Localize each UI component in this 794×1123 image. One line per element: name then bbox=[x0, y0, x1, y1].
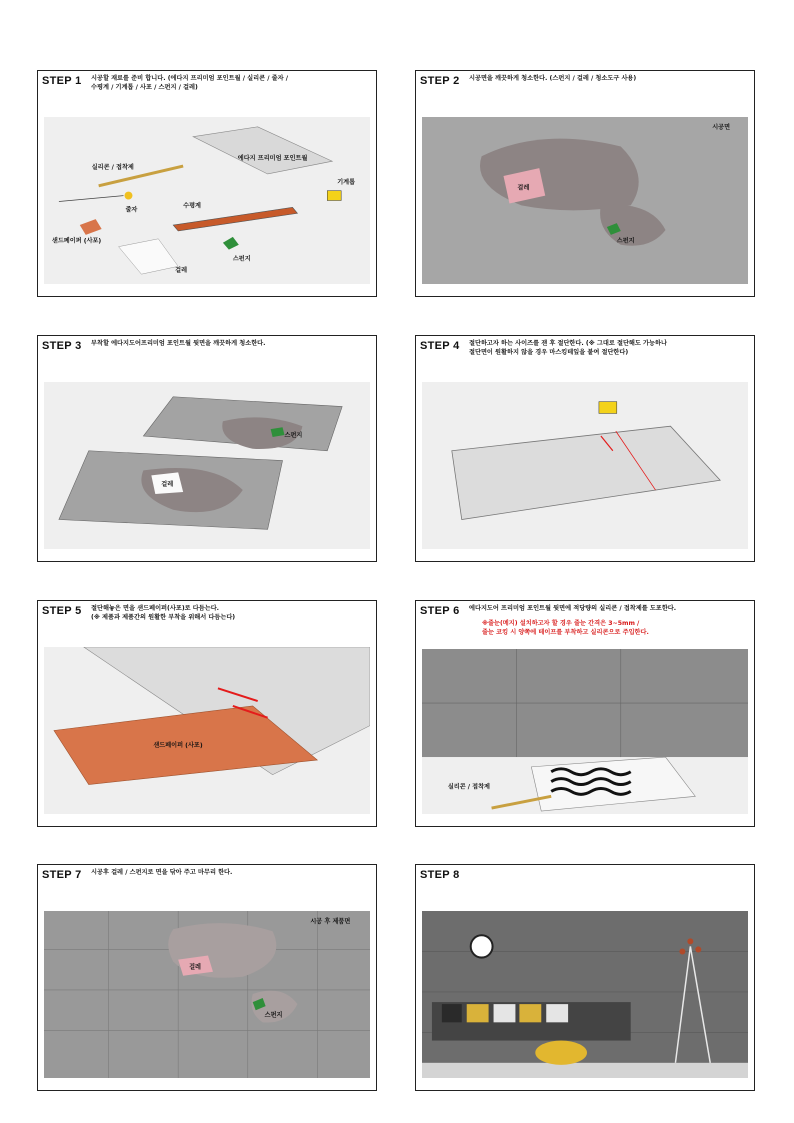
step-2-description: 시공면을 깨끗하게 청소한다. (스펀지 / 걸레 / 청소도구 사용) bbox=[469, 75, 637, 82]
step-7-title: STEP 7 bbox=[42, 869, 82, 881]
step-6-note: ※줄눈(메지) 설치하고자 할 경우 줄눈 간격은 3~5mm / 줄눈 코킹 시 양쪽에 테이프를 부착하고 실리콘으로 주입한다. bbox=[482, 620, 649, 636]
step-3-description: 부착할 에다지도어프리미엄 포인트월 뒷면을 깨끗하게 청소한다. bbox=[91, 340, 266, 347]
step-3-card bbox=[37, 335, 377, 562]
step-6-illustration bbox=[422, 649, 748, 814]
step-3-label-sponge: 스펀지 bbox=[284, 432, 303, 440]
step-7-label-sponge: 스펀지 bbox=[264, 1011, 283, 1019]
floor bbox=[422, 1063, 748, 1078]
step-7-illustration bbox=[44, 911, 370, 1078]
step-7-label-rag: 걸레 bbox=[189, 963, 202, 971]
saw-icon bbox=[327, 191, 341, 201]
step-5-card bbox=[37, 600, 377, 827]
step-8-illustration bbox=[422, 911, 748, 1078]
step-6-title: STEP 6 bbox=[420, 605, 460, 617]
step-1-card bbox=[37, 70, 377, 297]
step-7-description: 시공후 걸레 / 스펀지로 면을 닦아 주고 마무리 한다. bbox=[91, 869, 233, 876]
step-1-label-saw: 기계톱 bbox=[337, 178, 356, 186]
pouf bbox=[535, 1041, 587, 1065]
step-3-illustration bbox=[44, 382, 370, 549]
step-1-label-silicone: 실리콘 / 접착제 bbox=[91, 164, 134, 172]
step-5-label-sandpaper: 샌드페이퍼 (사포) bbox=[153, 742, 203, 750]
step-3-title: STEP 3 bbox=[42, 340, 82, 352]
step-8-card bbox=[415, 864, 755, 1091]
step-1-label-level: 수평계 bbox=[183, 202, 201, 210]
step-2-card bbox=[415, 70, 755, 297]
step-5-illustration bbox=[44, 647, 370, 814]
step-2-label-rag: 걸레 bbox=[517, 184, 530, 192]
step-4-title: STEP 4 bbox=[420, 340, 460, 352]
step-6-description: 에다지도어 프리미엄 포인트월 뒷면에 적당량의 실리콘 / 접착제를 도포한다. bbox=[469, 605, 677, 612]
step-1-illustration bbox=[44, 117, 370, 284]
step-7-label-surface: 시공 후 제품면 bbox=[310, 918, 351, 926]
step-1-label-panel: 에다지 프리미엄 포인트월 bbox=[237, 155, 308, 163]
step-4-illustration bbox=[422, 382, 748, 549]
step-1-title: STEP 1 bbox=[42, 75, 82, 87]
step-1-description: 시공할 재료를 준비 합니다. (에다지 프리미엄 포인트월 / 실리콘 / 줄자 / 수평계 / 기계톱 / 사포 / 스펀지 / 걸레) bbox=[91, 75, 289, 91]
wall-mirror bbox=[471, 935, 493, 957]
step-6-card bbox=[415, 600, 755, 827]
step-2-illustration bbox=[422, 117, 748, 284]
step-7-card bbox=[37, 864, 377, 1091]
step-5-title: STEP 5 bbox=[42, 605, 82, 617]
step-1-label-tape: 줄자 bbox=[125, 206, 138, 214]
step-4-card bbox=[415, 335, 755, 562]
step-3-label-rag: 걸레 bbox=[161, 481, 174, 489]
step-2-label-sponge: 스펀지 bbox=[616, 237, 635, 245]
step-2-title: STEP 2 bbox=[420, 75, 460, 87]
step-2-label-surface: 시공면 bbox=[712, 123, 731, 131]
step-4-description: 절단하고자 하는 사이즈를 잰 후 절단한다. (※ 그대로 절단해도 가능하나 절단면이 원활하지 않을 경우 마스킹테잎을 붙여 절단한다) bbox=[469, 340, 667, 356]
step-1-label-sponge: 스펀지 bbox=[232, 255, 251, 263]
step-1-label-rag: 걸레 bbox=[175, 267, 188, 275]
step-5-description: 절단해놓은 면을 샌드페이퍼(사포)로 다듬는다. (※ 제품과 제품간의 원활한 부착을 위해서 다듬는다) bbox=[91, 605, 236, 621]
step-6-label-silicone: 실리콘 / 접착제 bbox=[447, 783, 490, 791]
saw-icon bbox=[599, 402, 617, 414]
step-1-label-sandpaper: 샌드페이퍼 (사포) bbox=[51, 237, 102, 245]
step-8-title: STEP 8 bbox=[420, 869, 460, 881]
